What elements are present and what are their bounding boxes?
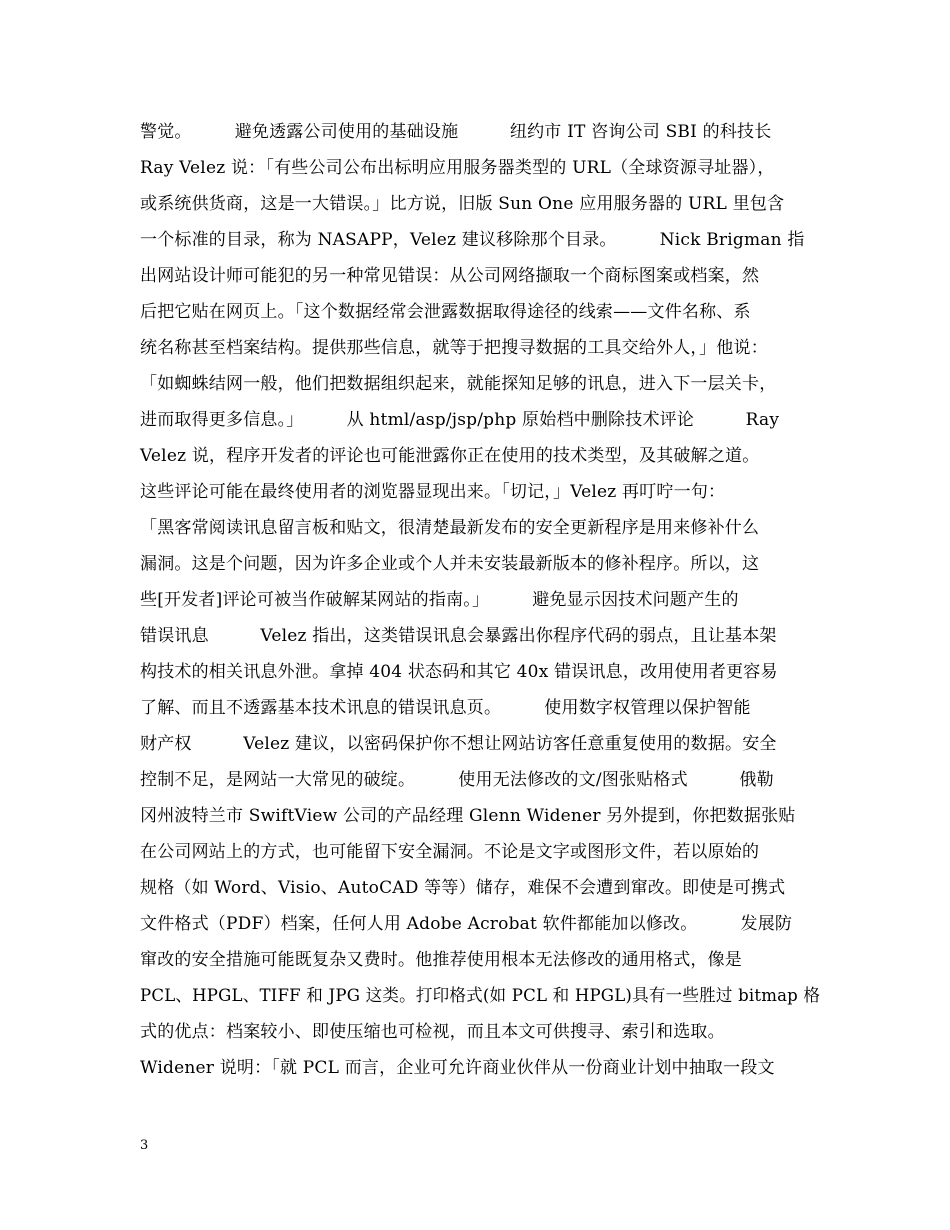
text-line: 在公司网站上的方式，也可能留下安全漏洞。不论是文字或图形文件，若以原始的 <box>140 842 760 862</box>
text-line: 冈州波特兰市 SwiftView 公司的产品经理 Glenn Widener 另外提到，你把数据张贴 <box>140 806 796 826</box>
text-line: Widener 说明：「就 PCL 而言，企业可允许商业伙伴从一份商业计划中抽取一段文 <box>140 1058 775 1078</box>
text-line: 财产权 Velez 建议，以密码保护你不想让网站访客任意重复使用的数据。安全 <box>140 734 777 754</box>
text-line: 构技术的相关讯息外泄。拿掉 404 状态码和其它 40x 错误讯息，改用使用者更容易 <box>140 662 778 682</box>
text-line: 错误讯息 Velez 指出，这类错误讯息会暴露出你程序代码的弱点，且让基本架 <box>140 626 777 646</box>
text-line: 漏洞。这是个问题，因为许多企业或个人并未安装最新版本的修补程序。所以，这 <box>140 554 760 574</box>
text-line: 或系统供货商，这是一大错误。」比方说，旧版 Sun One 应用服务器的 URL 里包含 <box>140 194 785 214</box>
text-line: 出网站设计师可能犯的另一种常见错误：从公司网络撷取一个商标图案或档案，然 <box>140 266 760 286</box>
text-line: 了解、而且不透露基本技术讯息的错误讯息页。 使用数字权管理以保护智能 <box>140 698 751 718</box>
text-line: 「黑客常阅读讯息留言板和贴文，很清楚最新发布的安全更新程序是用来修补什么 <box>140 518 760 538</box>
page-number: 3 <box>140 1138 149 1153</box>
text-line: 窜改的安全措施可能既复杂又费时。他推荐使用根本无法修改的通用格式，像是 <box>140 950 742 970</box>
text-line: 后把它贴在网页上。「这个数据经常会泄露数据取得途径的线索——文件名称、系 <box>140 302 751 322</box>
text-line: 「如蜘蛛结网一般，他们把数据组织起来，就能探知足够的讯息，进入下一层关卡， <box>140 374 777 394</box>
text-line: 进而取得更多信息。」 从 html/asp/jsp/php 原始档中删除技术评论 Ray <box>140 410 780 430</box>
text-line: 统名称甚至档案结构。提供那些信息，就等于把搜寻数据的工具交给外人，」他说： <box>140 338 768 358</box>
text-line: 文件格式（PDF）档案，任何人用 Adobe Acrobat 软件都能加以修改。 发展防 <box>140 914 793 934</box>
text-line: 规格（如 Word、Visio、AutoCAD 等等）储存，难保不会遭到窜改。即使是可携式 <box>140 878 786 898</box>
text-line: 这些评论可能在最终使用者的浏览器显现出来。「切记，」Velez 再叮咛一句： <box>140 482 726 502</box>
text-line: 些[开发者]评论可被当作破解某网站的指南。」 避免显示因技术问题产生的 <box>140 590 739 610</box>
text-line: PCL、HPGL、TIFF 和 JPG 这类。打印格式(如 PCL 和 HPGL)具有一些胜过 bitmap 格 <box>140 986 821 1006</box>
text-line: 式的优点：档案较小、即使压缩也可检视，而且本文可供搜寻、索引和选取。 <box>140 1022 725 1042</box>
text-line: 控制不足，是网站一大常见的破绽。 使用无法修改的文/图张贴格式 俄勒 <box>140 770 774 790</box>
body-text <box>140 114 820 1086</box>
text-line: Ray Velez 说：「有些公司公布出标明应用服务器类型的 URL（全球资源寻址器）， <box>140 158 775 178</box>
text-line: Velez 说，程序开发者的评论也可能泄露你正在使用的技术类型，及其破解之道。 <box>140 446 760 466</box>
text-line: 一个标准的目录，称为 NASAPP，Velez 建议移除那个目录。 Nick Brigman 指 <box>140 230 805 250</box>
text-line: 警觉。 避免透露公司使用的基础设施 纽约市 IT 咨询公司 SBI 的科技长 <box>140 122 772 142</box>
